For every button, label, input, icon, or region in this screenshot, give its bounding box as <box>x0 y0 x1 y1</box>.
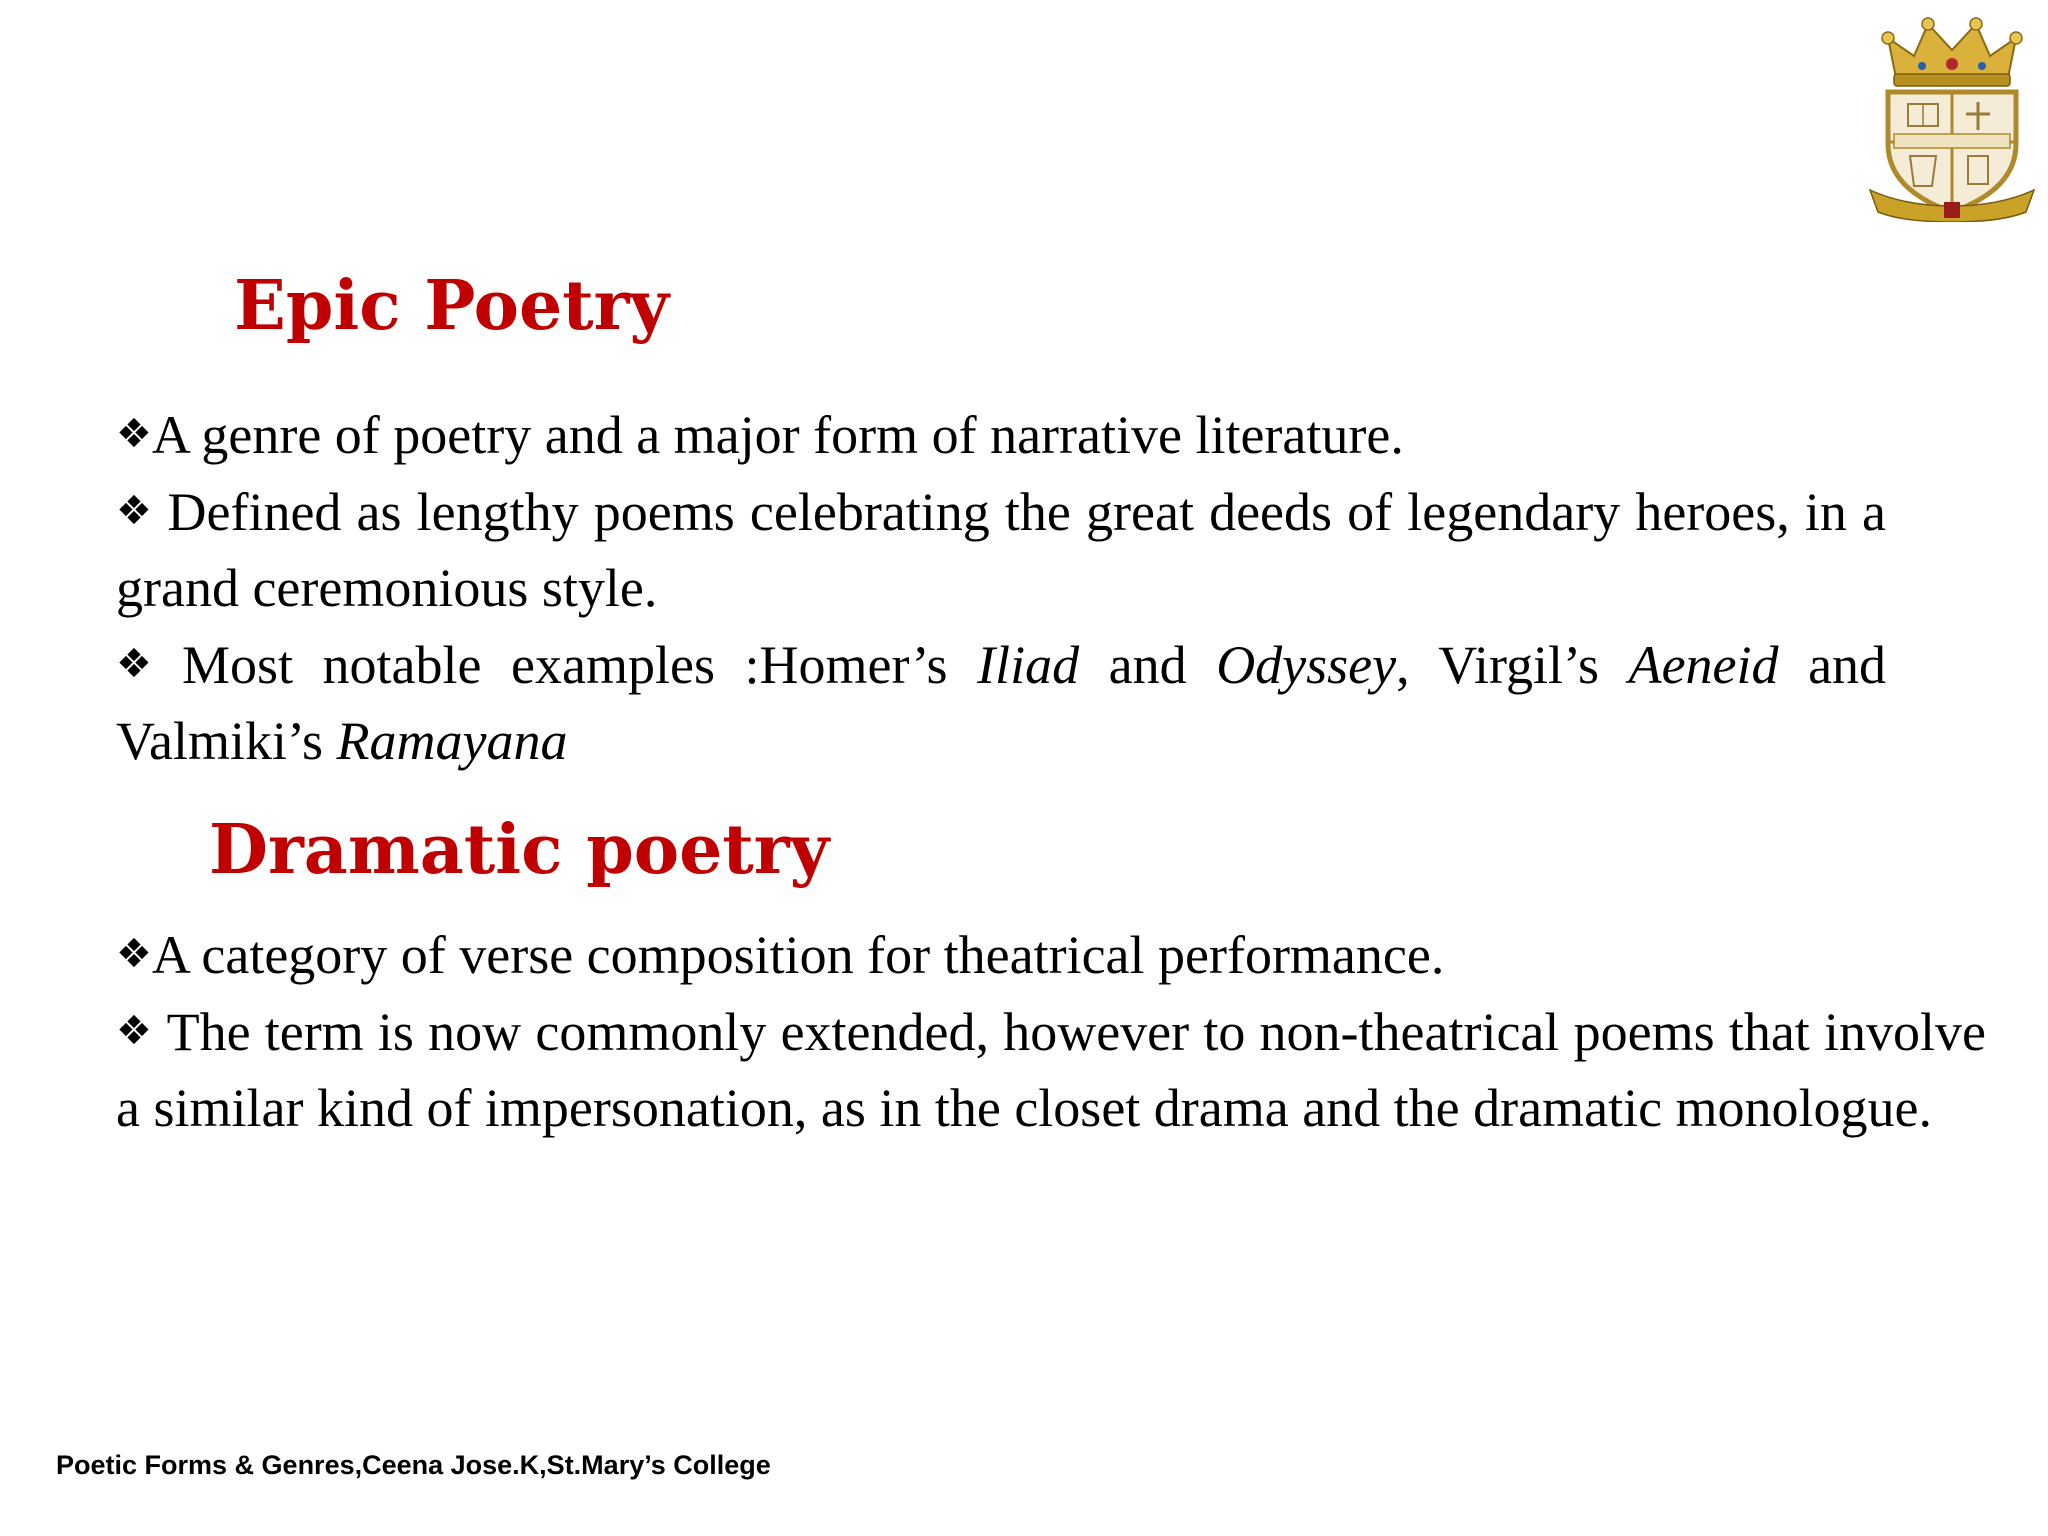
work-title-iliad: Iliad <box>977 635 1080 695</box>
work-title-odyssey: Odyssey <box>1216 635 1397 695</box>
epic-point-1-text: A genre of poetry and a major form of narrative literature. <box>151 405 1404 465</box>
epic-point-3-and-valmiki: and Valmiki’s <box>116 635 1887 771</box>
epic-point-2-text: Defined as lengthy poems celebrating the great deeds of legendary heroes, in a grand ceremonious style. <box>116 482 1886 618</box>
diamond-bullet-icon: ❖ <box>116 641 168 687</box>
epic-heading <box>234 266 669 346</box>
diamond-bullet-icon: ❖ <box>116 488 154 534</box>
diamond-bullet-icon: ❖ <box>116 1008 153 1054</box>
dramatic-point-2 <box>116 993 1986 1146</box>
epic-heading-text: Epic Poetry <box>234 266 669 346</box>
dramatic-heading <box>209 810 829 890</box>
dramatic-heading-text: Dramatic poetry <box>209 810 830 890</box>
epic-point-3-and: and <box>1079 635 1217 695</box>
slide-footer <box>56 1448 771 1482</box>
epic-point-1 <box>116 396 1886 473</box>
work-title-ramayana: Ramayana <box>336 711 568 771</box>
epic-point-3-lead: Most notable examples :Homer’s <box>181 635 978 695</box>
dramatic-point-1-text: A category of verse composition for theatrical performance. <box>151 925 1445 985</box>
work-title-aeneid: Aeneid <box>1628 635 1779 695</box>
epic-point-2 <box>116 473 1886 626</box>
dramatic-bullet-list <box>116 916 1986 1146</box>
footer-text: Poetic Forms & Genres,Ceena Jose.K,St.Mary’s College <box>56 1450 771 1480</box>
diamond-bullet-icon: ❖ <box>116 411 152 457</box>
epic-point-3 <box>116 626 1886 779</box>
epic-bullet-list <box>116 396 1886 779</box>
college-crest-icon <box>1866 16 2038 222</box>
epic-point-3-mid: , Virgil’s <box>1396 635 1629 695</box>
diamond-bullet-icon: ❖ <box>116 931 152 977</box>
dramatic-point-2-text: The term is now commonly extended, however to non-theatrical poems that involve a similar kind of impersonation, as in the closet drama and the dramatic monologue. <box>116 1002 1986 1138</box>
dramatic-point-1 <box>116 916 1986 993</box>
